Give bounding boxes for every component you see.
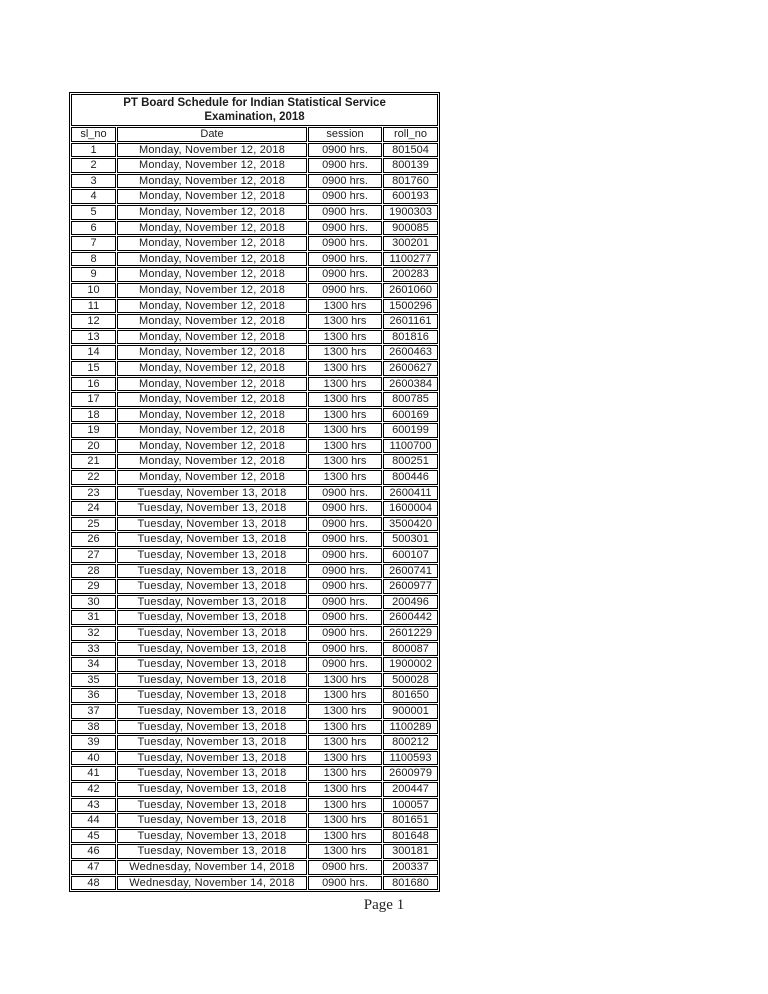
cell-sl-no: 18 bbox=[71, 408, 116, 423]
cell-date: Tuesday, November 13, 2018 bbox=[117, 642, 307, 657]
table-row bbox=[71, 876, 438, 891]
cell-date: Tuesday, November 13, 2018 bbox=[117, 626, 307, 641]
table-title-line2: Examination, 2018 bbox=[204, 111, 305, 123]
cell-sl-no: 44 bbox=[71, 813, 116, 828]
cell-roll-no: 801651 bbox=[383, 813, 438, 828]
cell-date: Monday, November 12, 2018 bbox=[117, 454, 307, 469]
table-row bbox=[71, 564, 438, 579]
table-row bbox=[71, 345, 438, 360]
table-row bbox=[71, 657, 438, 672]
cell-sl-no: 38 bbox=[71, 720, 116, 735]
cell-session: 1300 hrs bbox=[308, 299, 382, 314]
cell-date: Monday, November 12, 2018 bbox=[117, 143, 307, 158]
cell-session: 1300 hrs bbox=[308, 782, 382, 797]
table-row bbox=[71, 595, 438, 610]
cell-date: Tuesday, November 13, 2018 bbox=[117, 517, 307, 532]
cell-sl-no: 3 bbox=[71, 174, 116, 189]
cell-sl-no: 17 bbox=[71, 392, 116, 407]
table-row bbox=[71, 143, 438, 158]
cell-session: 1300 hrs bbox=[308, 673, 382, 688]
cell-sl-no: 31 bbox=[71, 610, 116, 625]
cell-session: 0900 hrs. bbox=[308, 595, 382, 610]
cell-roll-no: 200337 bbox=[383, 860, 438, 875]
table-row bbox=[71, 532, 438, 547]
cell-sl-no: 1 bbox=[71, 143, 116, 158]
cell-session: 0900 hrs. bbox=[308, 189, 382, 204]
cell-session: 0900 hrs. bbox=[308, 626, 382, 641]
cell-session: 1300 hrs bbox=[308, 361, 382, 376]
table-row bbox=[71, 813, 438, 828]
cell-date: Tuesday, November 13, 2018 bbox=[117, 813, 307, 828]
cell-session: 0900 hrs. bbox=[308, 236, 382, 251]
cell-roll-no: 3500420 bbox=[383, 517, 438, 532]
cell-date: Tuesday, November 13, 2018 bbox=[117, 595, 307, 610]
table-row bbox=[71, 766, 438, 781]
cell-date: Tuesday, November 13, 2018 bbox=[117, 548, 307, 563]
cell-date: Monday, November 12, 2018 bbox=[117, 205, 307, 220]
cell-session: 1300 hrs bbox=[308, 829, 382, 844]
cell-roll-no: 801650 bbox=[383, 688, 438, 703]
cell-session: 0900 hrs. bbox=[308, 548, 382, 563]
cell-roll-no: 801680 bbox=[383, 876, 438, 891]
cell-session: 1300 hrs bbox=[308, 470, 382, 485]
cell-session: 1300 hrs bbox=[308, 766, 382, 781]
cell-date: Monday, November 12, 2018 bbox=[117, 267, 307, 282]
cell-roll-no: 2600977 bbox=[383, 579, 438, 594]
cell-session: 1300 hrs bbox=[308, 720, 382, 735]
cell-roll-no: 200283 bbox=[383, 267, 438, 282]
cell-sl-no: 21 bbox=[71, 454, 116, 469]
cell-date: Monday, November 12, 2018 bbox=[117, 236, 307, 251]
table-row bbox=[71, 236, 438, 251]
cell-roll-no: 2600442 bbox=[383, 610, 438, 625]
table-row bbox=[71, 501, 438, 516]
cell-sl-no: 25 bbox=[71, 517, 116, 532]
cell-sl-no: 33 bbox=[71, 642, 116, 657]
cell-roll-no: 801816 bbox=[383, 330, 438, 345]
cell-sl-no: 34 bbox=[71, 657, 116, 672]
cell-roll-no: 300181 bbox=[383, 844, 438, 859]
cell-sl-no: 11 bbox=[71, 299, 116, 314]
title-row bbox=[71, 94, 438, 126]
cell-session: 0900 hrs. bbox=[308, 517, 382, 532]
cell-sl-no: 26 bbox=[71, 532, 116, 547]
table-row bbox=[71, 470, 438, 485]
table-row bbox=[71, 377, 438, 392]
cell-date: Monday, November 12, 2018 bbox=[117, 158, 307, 173]
cell-roll-no: 1100289 bbox=[383, 720, 438, 735]
cell-sl-no: 15 bbox=[71, 361, 116, 376]
cell-sl-no: 41 bbox=[71, 766, 116, 781]
cell-sl-no: 30 bbox=[71, 595, 116, 610]
cell-date: Monday, November 12, 2018 bbox=[117, 423, 307, 438]
cell-session: 1300 hrs bbox=[308, 392, 382, 407]
cell-sl-no: 46 bbox=[71, 844, 116, 859]
table-row bbox=[71, 158, 438, 173]
cell-roll-no: 800087 bbox=[383, 642, 438, 657]
cell-session: 0900 hrs. bbox=[308, 532, 382, 547]
cell-date: Tuesday, November 13, 2018 bbox=[117, 704, 307, 719]
cell-date: Tuesday, November 13, 2018 bbox=[117, 673, 307, 688]
cell-roll-no: 900001 bbox=[383, 704, 438, 719]
cell-date: Tuesday, November 13, 2018 bbox=[117, 829, 307, 844]
cell-roll-no: 2600627 bbox=[383, 361, 438, 376]
table-row bbox=[71, 205, 438, 220]
cell-roll-no: 2601161 bbox=[383, 314, 438, 329]
cell-session: 1300 hrs bbox=[308, 454, 382, 469]
cell-date: Monday, November 12, 2018 bbox=[117, 392, 307, 407]
cell-sl-no: 9 bbox=[71, 267, 116, 282]
cell-date: Tuesday, November 13, 2018 bbox=[117, 501, 307, 516]
cell-session: 1300 hrs bbox=[308, 704, 382, 719]
table-row bbox=[71, 688, 438, 703]
cell-sl-no: 7 bbox=[71, 236, 116, 251]
cell-sl-no: 43 bbox=[71, 798, 116, 813]
cell-roll-no: 2601229 bbox=[383, 626, 438, 641]
cell-sl-no: 13 bbox=[71, 330, 116, 345]
cell-roll-no: 1100593 bbox=[383, 751, 438, 766]
table-row bbox=[71, 267, 438, 282]
cell-date: Monday, November 12, 2018 bbox=[117, 174, 307, 189]
cell-roll-no: 600107 bbox=[383, 548, 438, 563]
cell-session: 0900 hrs. bbox=[308, 657, 382, 672]
cell-sl-no: 45 bbox=[71, 829, 116, 844]
cell-session: 1300 hrs bbox=[308, 314, 382, 329]
cell-roll-no: 500028 bbox=[383, 673, 438, 688]
col-header-date: Date bbox=[117, 127, 307, 142]
cell-roll-no: 2600979 bbox=[383, 766, 438, 781]
cell-date: Monday, November 12, 2018 bbox=[117, 470, 307, 485]
table-row bbox=[71, 314, 438, 329]
cell-session: 1300 hrs bbox=[308, 798, 382, 813]
cell-sl-no: 4 bbox=[71, 189, 116, 204]
cell-session: 0900 hrs. bbox=[308, 143, 382, 158]
cell-date: Monday, November 12, 2018 bbox=[117, 314, 307, 329]
table-row bbox=[71, 439, 438, 454]
cell-roll-no: 900085 bbox=[383, 221, 438, 236]
table-row bbox=[71, 720, 438, 735]
table-row bbox=[71, 361, 438, 376]
col-header-session: session bbox=[308, 127, 382, 142]
table-row bbox=[71, 221, 438, 236]
cell-date: Wednesday, November 14, 2018 bbox=[117, 876, 307, 891]
table-row bbox=[71, 829, 438, 844]
cell-session: 0900 hrs. bbox=[308, 174, 382, 189]
table-row bbox=[71, 673, 438, 688]
cell-roll-no: 800212 bbox=[383, 735, 438, 750]
cell-date: Monday, November 12, 2018 bbox=[117, 439, 307, 454]
table-row bbox=[71, 610, 438, 625]
table-row bbox=[71, 174, 438, 189]
cell-date: Monday, November 12, 2018 bbox=[117, 345, 307, 360]
cell-session: 0900 hrs. bbox=[308, 564, 382, 579]
cell-roll-no: 800251 bbox=[383, 454, 438, 469]
cell-session: 0900 hrs. bbox=[308, 579, 382, 594]
cell-date: Monday, November 12, 2018 bbox=[117, 330, 307, 345]
table-row bbox=[71, 782, 438, 797]
cell-sl-no: 29 bbox=[71, 579, 116, 594]
cell-session: 0900 hrs. bbox=[308, 501, 382, 516]
cell-date: Tuesday, November 13, 2018 bbox=[117, 720, 307, 735]
cell-roll-no: 800785 bbox=[383, 392, 438, 407]
cell-session: 1300 hrs bbox=[308, 377, 382, 392]
cell-roll-no: 300201 bbox=[383, 236, 438, 251]
cell-date: Tuesday, November 13, 2018 bbox=[117, 610, 307, 625]
table-row bbox=[71, 798, 438, 813]
table-row bbox=[71, 392, 438, 407]
cell-session: 0900 hrs. bbox=[308, 876, 382, 891]
page-number: Page 1 bbox=[363, 897, 405, 913]
cell-date: Monday, November 12, 2018 bbox=[117, 377, 307, 392]
cell-date: Monday, November 12, 2018 bbox=[117, 221, 307, 236]
cell-date: Tuesday, November 13, 2018 bbox=[117, 564, 307, 579]
table-row bbox=[71, 252, 438, 267]
cell-date: Tuesday, November 13, 2018 bbox=[117, 688, 307, 703]
cell-date: Tuesday, November 13, 2018 bbox=[117, 657, 307, 672]
cell-roll-no: 1900303 bbox=[383, 205, 438, 220]
cell-date: Tuesday, November 13, 2018 bbox=[117, 798, 307, 813]
cell-sl-no: 47 bbox=[71, 860, 116, 875]
table-row bbox=[71, 626, 438, 641]
cell-roll-no: 2600741 bbox=[383, 564, 438, 579]
cell-session: 1300 hrs bbox=[308, 813, 382, 828]
cell-date: Tuesday, November 13, 2018 bbox=[117, 751, 307, 766]
cell-session: 1300 hrs bbox=[308, 735, 382, 750]
cell-session: 0900 hrs. bbox=[308, 486, 382, 501]
table-row bbox=[71, 517, 438, 532]
cell-date: Tuesday, November 13, 2018 bbox=[117, 486, 307, 501]
header-row bbox=[71, 127, 438, 142]
cell-sl-no: 35 bbox=[71, 673, 116, 688]
table-row bbox=[71, 548, 438, 563]
cell-session: 0900 hrs. bbox=[308, 610, 382, 625]
schedule-table-body bbox=[71, 143, 438, 891]
cell-session: 1300 hrs bbox=[308, 423, 382, 438]
col-header-roll-no: roll_no bbox=[383, 127, 438, 142]
schedule-table bbox=[69, 92, 440, 892]
table-row bbox=[71, 860, 438, 875]
cell-roll-no: 800139 bbox=[383, 158, 438, 173]
cell-roll-no: 1600004 bbox=[383, 501, 438, 516]
cell-sl-no: 36 bbox=[71, 688, 116, 703]
cell-date: Tuesday, November 13, 2018 bbox=[117, 782, 307, 797]
cell-sl-no: 32 bbox=[71, 626, 116, 641]
cell-sl-no: 2 bbox=[71, 158, 116, 173]
cell-date: Monday, November 12, 2018 bbox=[117, 361, 307, 376]
cell-roll-no: 800446 bbox=[383, 470, 438, 485]
cell-roll-no: 1100277 bbox=[383, 252, 438, 267]
cell-session: 1300 hrs bbox=[308, 330, 382, 345]
cell-date: Tuesday, November 13, 2018 bbox=[117, 735, 307, 750]
cell-session: 0900 hrs. bbox=[308, 221, 382, 236]
cell-sl-no: 48 bbox=[71, 876, 116, 891]
cell-sl-no: 40 bbox=[71, 751, 116, 766]
cell-session: 1300 hrs bbox=[308, 439, 382, 454]
table-row bbox=[71, 751, 438, 766]
table-row bbox=[71, 735, 438, 750]
table-row bbox=[71, 423, 438, 438]
cell-roll-no: 100057 bbox=[383, 798, 438, 813]
cell-session: 0900 hrs. bbox=[308, 283, 382, 298]
cell-session: 1300 hrs bbox=[308, 345, 382, 360]
cell-roll-no: 801504 bbox=[383, 143, 438, 158]
cell-sl-no: 8 bbox=[71, 252, 116, 267]
cell-roll-no: 801648 bbox=[383, 829, 438, 844]
cell-roll-no: 600199 bbox=[383, 423, 438, 438]
cell-date: Tuesday, November 13, 2018 bbox=[117, 766, 307, 781]
cell-roll-no: 2600411 bbox=[383, 486, 438, 501]
cell-session: 1300 hrs bbox=[308, 751, 382, 766]
cell-sl-no: 5 bbox=[71, 205, 116, 220]
table-row bbox=[71, 454, 438, 469]
cell-session: 0900 hrs. bbox=[308, 205, 382, 220]
cell-session: 1300 hrs bbox=[308, 408, 382, 423]
table-title-line1: PT Board Schedule for Indian Statistical Service bbox=[123, 97, 386, 109]
table-row bbox=[71, 408, 438, 423]
cell-sl-no: 39 bbox=[71, 735, 116, 750]
cell-roll-no: 600193 bbox=[383, 189, 438, 204]
cell-roll-no: 1900002 bbox=[383, 657, 438, 672]
cell-session: 0900 hrs. bbox=[308, 860, 382, 875]
cell-session: 0900 hrs. bbox=[308, 252, 382, 267]
cell-sl-no: 16 bbox=[71, 377, 116, 392]
table-row bbox=[71, 704, 438, 719]
cell-sl-no: 12 bbox=[71, 314, 116, 329]
cell-sl-no: 14 bbox=[71, 345, 116, 360]
cell-roll-no: 600169 bbox=[383, 408, 438, 423]
cell-roll-no: 500301 bbox=[383, 532, 438, 547]
cell-session: 0900 hrs. bbox=[308, 158, 382, 173]
cell-roll-no: 2600463 bbox=[383, 345, 438, 360]
cell-date: Monday, November 12, 2018 bbox=[117, 189, 307, 204]
cell-date: Monday, November 12, 2018 bbox=[117, 283, 307, 298]
cell-sl-no: 42 bbox=[71, 782, 116, 797]
cell-sl-no: 24 bbox=[71, 501, 116, 516]
cell-roll-no: 200447 bbox=[383, 782, 438, 797]
cell-session: 1300 hrs bbox=[308, 844, 382, 859]
cell-session: 0900 hrs. bbox=[308, 642, 382, 657]
cell-sl-no: 37 bbox=[71, 704, 116, 719]
cell-date: Tuesday, November 13, 2018 bbox=[117, 579, 307, 594]
cell-roll-no: 801760 bbox=[383, 174, 438, 189]
cell-sl-no: 10 bbox=[71, 283, 116, 298]
cell-date: Monday, November 12, 2018 bbox=[117, 299, 307, 314]
table-row bbox=[71, 189, 438, 204]
cell-roll-no: 1100700 bbox=[383, 439, 438, 454]
cell-date: Monday, November 12, 2018 bbox=[117, 252, 307, 267]
table-row bbox=[71, 283, 438, 298]
cell-sl-no: 27 bbox=[71, 548, 116, 563]
cell-date: Monday, November 12, 2018 bbox=[117, 408, 307, 423]
cell-roll-no: 200496 bbox=[383, 595, 438, 610]
table-row bbox=[71, 330, 438, 345]
cell-session: 0900 hrs. bbox=[308, 267, 382, 282]
cell-date: Tuesday, November 13, 2018 bbox=[117, 844, 307, 859]
cell-date: Tuesday, November 13, 2018 bbox=[117, 532, 307, 547]
table-title bbox=[71, 94, 438, 126]
cell-sl-no: 22 bbox=[71, 470, 116, 485]
table-row bbox=[71, 642, 438, 657]
table-row bbox=[71, 579, 438, 594]
cell-sl-no: 23 bbox=[71, 486, 116, 501]
cell-sl-no: 28 bbox=[71, 564, 116, 579]
cell-sl-no: 20 bbox=[71, 439, 116, 454]
cell-date: Wednesday, November 14, 2018 bbox=[117, 860, 307, 875]
cell-session: 1300 hrs bbox=[308, 688, 382, 703]
table-row bbox=[71, 844, 438, 859]
cell-sl-no: 6 bbox=[71, 221, 116, 236]
cell-roll-no: 2600384 bbox=[383, 377, 438, 392]
table-row bbox=[71, 299, 438, 314]
cell-roll-no: 1500296 bbox=[383, 299, 438, 314]
col-header-sl-no: sl_no bbox=[71, 127, 116, 142]
cell-sl-no: 19 bbox=[71, 423, 116, 438]
table-row bbox=[71, 486, 438, 501]
cell-roll-no: 2601060 bbox=[383, 283, 438, 298]
